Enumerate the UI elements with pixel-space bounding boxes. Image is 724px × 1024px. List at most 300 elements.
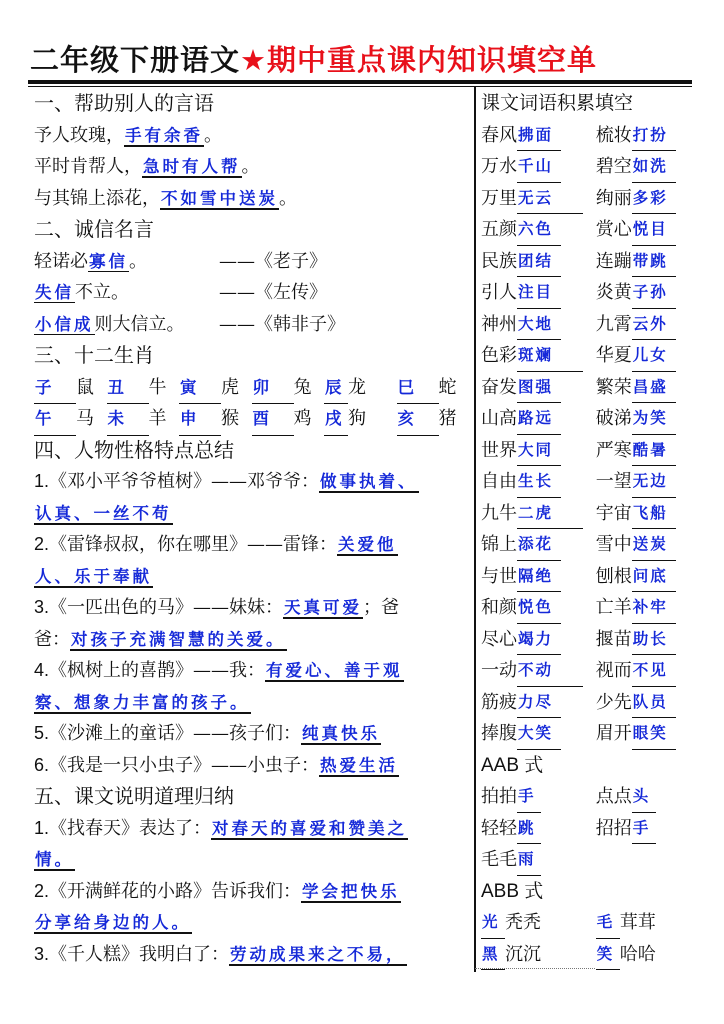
word-stem: 华夏 <box>595 345 632 366</box>
word-pair <box>596 907 701 939</box>
answer-blank: 悦色 <box>517 592 561 624</box>
punctuation: 。 <box>279 187 297 209</box>
vocab-row <box>481 529 701 561</box>
vocab-row <box>481 624 701 656</box>
answer-blank: 隔绝 <box>517 561 561 593</box>
word-pair <box>596 655 701 687</box>
word-pair <box>481 183 596 215</box>
zodiac-animal: 猴 <box>221 408 239 429</box>
character-item-3 <box>34 592 470 624</box>
word-stem: 一望 <box>595 471 632 492</box>
vocab-row <box>481 214 701 246</box>
character-item-4 <box>34 655 470 687</box>
answer-blank: 生长 <box>517 466 561 498</box>
vocab-row <box>481 435 701 467</box>
word-pair <box>481 151 596 183</box>
item-number: 5. <box>34 723 50 743</box>
abb-row <box>481 907 701 939</box>
answer-blank: 子孙 <box>632 277 676 309</box>
word-pair <box>481 529 596 561</box>
sentence-line <box>34 151 470 183</box>
character-item-2-cont <box>34 561 470 593</box>
vocab-row <box>481 498 701 530</box>
answer-blank: 手 <box>632 813 656 845</box>
aab-row <box>481 813 701 845</box>
answer-blank: 天真可爱 <box>284 598 363 617</box>
item-number: 6. <box>34 754 50 775</box>
right-column <box>481 88 701 970</box>
character-item-3-cont <box>34 624 470 656</box>
zodiac-animal: 鸡 <box>293 408 312 429</box>
answer-blank: 申 <box>179 403 221 436</box>
quote-tail: 。 <box>129 250 147 272</box>
word-pair <box>596 529 701 561</box>
word-pair <box>596 309 701 341</box>
answer-blank: 斑斓 <box>517 340 583 372</box>
zodiac-cell <box>107 403 180 435</box>
character-item-4-cont <box>34 687 470 719</box>
answer-blank: 急时有人帮 <box>143 157 241 176</box>
word-pair <box>596 183 701 215</box>
word-pair <box>481 561 596 593</box>
prompt-text: 《雷锋叔叔，你在哪里》——雷锋： <box>49 534 338 555</box>
abb-row <box>481 939 701 971</box>
zodiac-cell <box>397 372 470 404</box>
word-stem: 眉开 <box>595 723 632 744</box>
lesson-item-1-cont <box>34 844 470 876</box>
word-stem: 春风 <box>481 124 517 146</box>
zodiac-cell <box>397 403 470 435</box>
answer-blank: 寡信 <box>89 251 128 271</box>
item-number: 3. <box>34 597 50 617</box>
answer-blank: 力尽 <box>517 687 561 719</box>
page-title <box>30 40 700 80</box>
zodiac-animal: 猪 <box>438 408 457 429</box>
section-heading-2: 二、诚信名言 <box>34 217 154 241</box>
word-pair <box>596 120 701 152</box>
answer-blank: 千山 <box>517 151 561 183</box>
word-pair <box>596 372 701 404</box>
zodiac-animal: 龙 <box>348 376 366 398</box>
word-stem: 五颜 <box>481 219 517 240</box>
answer-blank: 未 <box>107 403 149 436</box>
prompt-text: 《沙滩上的童话》——孩子们： <box>49 723 302 744</box>
lesson-item-2 <box>34 876 470 908</box>
answer-blank: 人、乐于奉献 <box>35 566 152 586</box>
answer-blank: 丑 <box>107 372 149 405</box>
word-pair <box>596 277 701 309</box>
word-pair <box>596 624 701 656</box>
quote-line <box>34 309 470 341</box>
zodiac-animal: 鼠 <box>76 376 94 398</box>
answer-blank: 情。 <box>35 850 74 869</box>
word-pair <box>481 781 596 813</box>
vocab-row <box>481 151 701 183</box>
word-pair <box>481 907 596 939</box>
section-heading-1: 一、帮助别人的言语 <box>34 91 214 115</box>
word-pair <box>596 687 701 719</box>
lesson-item-2-cont <box>34 907 470 939</box>
answer-blank: 酷暑 <box>632 435 676 467</box>
word-stem: 连蹦 <box>595 250 632 272</box>
zodiac-animal: 蛇 <box>438 376 457 398</box>
quote-line <box>34 246 470 278</box>
answer-blank: 手 <box>517 781 541 813</box>
word-stem: 亡羊 <box>595 597 632 618</box>
zodiac-animal: 马 <box>76 408 94 429</box>
answer-blank: 卯 <box>252 372 294 405</box>
word-pair <box>481 246 596 278</box>
zodiac-cell <box>252 372 325 404</box>
word-stem: 世界 <box>481 439 517 461</box>
answer-blank: 大地 <box>517 309 561 341</box>
vocab-row <box>481 466 701 498</box>
word-stem: 赏心 <box>595 219 632 240</box>
zodiac-cell <box>324 372 397 404</box>
section-heading-5: 五、课文说明道理归纳 <box>34 784 234 808</box>
word-pair <box>596 781 701 813</box>
character-item-2 <box>34 529 470 561</box>
word-stem: 万水 <box>481 156 517 177</box>
punctuation: 。 <box>204 124 222 146</box>
word-stem: 九霄 <box>595 313 632 335</box>
word-pair <box>596 151 701 183</box>
answer-blank: 云外 <box>632 309 676 341</box>
word-stem: 招招 <box>595 817 632 839</box>
quote-tail: 则大信立。 <box>94 313 185 335</box>
answer-blank: 二虎 <box>517 498 583 530</box>
word-stem: 色彩 <box>481 345 517 366</box>
quote-source: ——《韩非子》 <box>219 313 345 335</box>
word-stem: 筋疲 <box>481 691 517 713</box>
answer-blank: 对春天的喜爱和赞美之 <box>212 818 408 838</box>
word-stem: 刨根 <box>595 565 632 587</box>
word-stem: 少先 <box>595 691 632 713</box>
answer-blank: 问底 <box>632 561 676 593</box>
vocab-row <box>481 309 701 341</box>
word-pair <box>596 435 701 467</box>
word-stem: 繁荣 <box>595 376 632 398</box>
answer-blank: 不如雪中送炭 <box>161 188 278 208</box>
answer-blank: 团结 <box>517 246 561 278</box>
answer-blank: 儿女 <box>632 340 676 372</box>
word-stem: 山高 <box>481 408 517 429</box>
sentence-line <box>34 183 470 215</box>
word-pair <box>596 718 701 750</box>
vocab-row <box>481 561 701 593</box>
answer-blank: 寅 <box>179 372 221 405</box>
answer-blank: 路远 <box>517 403 561 435</box>
prompt-text: 爸： <box>34 628 70 650</box>
answer-blank: 如洗 <box>632 151 676 183</box>
zodiac-animal: 牛 <box>148 376 167 398</box>
word-stem: 引人 <box>481 282 517 303</box>
word-stem: 哈哈 <box>619 943 656 965</box>
vocab-row <box>481 655 701 687</box>
answer-blank: 无边 <box>632 466 676 498</box>
word-pair <box>481 655 596 687</box>
word-stem: 轻轻 <box>481 817 517 839</box>
section-heading-3: 三、十二生肖 <box>34 343 154 367</box>
answer-blank: 察、想象力丰富的孩子。 <box>35 692 250 712</box>
word-pair <box>481 309 596 341</box>
zodiac-row-2 <box>34 403 470 435</box>
answer-blank: 队员 <box>632 687 676 719</box>
item-number: 2. <box>34 534 50 554</box>
prompt-text: 《邓小平爷爷植树》——邓爷爷： <box>49 471 320 492</box>
vocab-row <box>481 277 701 309</box>
answer-blank: 纯真快乐 <box>302 724 381 743</box>
word-pair <box>481 340 596 372</box>
answer-blank: 笑 <box>596 939 620 971</box>
word-pair <box>481 120 596 152</box>
word-pair <box>481 435 596 467</box>
answer-blank: 子 <box>34 372 76 405</box>
title-rule-thin <box>28 86 692 87</box>
character-item-1-cont <box>34 498 470 530</box>
word-stem: 神州 <box>481 313 517 335</box>
quote-tail: 不立。 <box>75 282 129 303</box>
word-stem: 九牛 <box>481 502 517 524</box>
answer-blank: 六色 <box>517 214 561 246</box>
answer-blank: 劳动成果来之不易， <box>230 944 406 964</box>
left-column <box>34 88 470 970</box>
word-stem: 尽心 <box>481 628 517 650</box>
vocab-row <box>481 687 701 719</box>
vocab-row <box>481 403 701 435</box>
answer-blank: 关爱他 <box>338 535 397 554</box>
vocab-row <box>481 372 701 404</box>
word-stem: 自由 <box>481 471 517 492</box>
answer-blank: 分享给身边的人。 <box>35 913 191 932</box>
answer-blank: 巳 <box>397 372 439 405</box>
answer-blank: 小信成 <box>35 314 94 334</box>
word-pair <box>481 844 601 876</box>
word-stem: 万里 <box>481 187 517 209</box>
answer-blank: 毛 <box>596 907 620 939</box>
word-pair <box>596 592 701 624</box>
answer-blank: 光 <box>481 907 505 939</box>
word-stem: 严寒 <box>595 439 632 461</box>
lesson-item-1 <box>34 813 470 845</box>
answer-blank: 飞船 <box>632 498 676 530</box>
vocab-pairs <box>481 120 701 750</box>
word-pair <box>481 813 596 845</box>
word-stem: 与世 <box>481 565 517 587</box>
answer-blank: 失信 <box>35 283 74 302</box>
word-pair <box>481 687 596 719</box>
aab-row <box>481 781 701 813</box>
answer-blank: 大同 <box>517 435 561 467</box>
zodiac-animal: 兔 <box>293 376 312 398</box>
word-pair <box>481 372 596 404</box>
answer-blank: 学会把快乐 <box>302 881 400 901</box>
word-stem: 点点 <box>595 786 632 807</box>
answer-blank: 对孩子充满智慧的关爱。 <box>71 629 286 649</box>
answer-blank: 不见 <box>632 655 676 687</box>
word-stem: 碧空 <box>595 156 632 177</box>
answer-blank: 助长 <box>632 624 676 656</box>
word-stem: 炎黄 <box>595 282 632 303</box>
word-pair <box>596 466 701 498</box>
item-number: 4. <box>34 660 50 680</box>
sentence-line <box>34 120 470 152</box>
zodiac-animal: 狗 <box>348 408 366 429</box>
answer-blank: 热爱生活 <box>320 755 399 775</box>
prompt-text: ；爸 <box>363 597 400 618</box>
answer-blank: 注目 <box>517 277 561 309</box>
word-pair <box>481 939 596 971</box>
word-stem: 宇宙 <box>595 502 632 524</box>
word-stem: 和颜 <box>481 597 517 618</box>
zodiac-cell <box>252 403 325 435</box>
word-stem: 一动 <box>481 660 517 681</box>
answer-blank: 多彩 <box>632 183 676 215</box>
word-pair <box>481 592 596 624</box>
word-pair <box>596 340 701 372</box>
word-pair <box>596 498 701 530</box>
punctuation: 。 <box>241 156 260 177</box>
word-stem: 绚丽 <box>595 187 632 209</box>
answer-blank: 有爱心、善于观 <box>266 661 403 680</box>
zodiac-cell <box>107 372 180 404</box>
zodiac-row-1 <box>34 372 470 404</box>
answer-blank: 亥 <box>397 403 439 436</box>
word-pair <box>481 214 596 246</box>
answer-blank: 昌盛 <box>632 372 676 404</box>
abb-heading: ABB 式 <box>481 880 544 902</box>
title-rule-thick <box>28 80 692 84</box>
zodiac-cell <box>179 372 252 404</box>
word-pair <box>596 813 701 845</box>
word-pair <box>596 246 701 278</box>
item-number: 2. <box>34 880 50 901</box>
word-pair <box>481 624 596 656</box>
answer-blank: 认真、一丝不苟 <box>35 503 172 523</box>
prompt-text: 《枫树上的喜鹊》——我： <box>49 660 266 681</box>
answer-blank: 打扮 <box>632 120 676 152</box>
answer-blank: 跳 <box>517 813 541 845</box>
answer-blank: 辰 <box>324 372 348 405</box>
answer-blank: 带跳 <box>632 246 676 278</box>
word-pair <box>596 403 701 435</box>
word-pair <box>481 498 596 530</box>
word-stem: 破涕 <box>595 408 632 429</box>
word-stem: 拍拍 <box>481 786 517 807</box>
vocab-row <box>481 340 701 372</box>
answer-blank: 做事执着、 <box>320 472 418 491</box>
prompt-text: 轻诺必 <box>34 250 88 272</box>
answer-blank: 雨 <box>517 844 541 876</box>
answer-blank: 悦目 <box>632 214 676 246</box>
word-stem: 秃秃 <box>505 912 541 933</box>
word-stem: 捧腹 <box>481 723 517 744</box>
zodiac-cell <box>34 403 107 435</box>
word-stem: 锦上 <box>481 534 517 555</box>
answer-blank: 大笑 <box>517 718 561 750</box>
item-number: 1. <box>34 817 50 838</box>
answer-blank: 头 <box>632 781 656 813</box>
prompt-text: 《开满鲜花的小路》告诉我们： <box>49 880 302 902</box>
prompt-text: 予人玫瑰， <box>34 124 124 146</box>
quote-source: ——《左传》 <box>219 282 327 303</box>
prompt-text: 《千人糕》我明白了： <box>49 943 230 965</box>
word-stem: 沉沉 <box>505 943 541 965</box>
prompt-text: 《找春天》表达了： <box>49 817 212 839</box>
answer-blank: 不动 <box>517 655 583 687</box>
answer-blank: 送炭 <box>632 529 676 561</box>
zodiac-animal: 羊 <box>148 408 167 429</box>
quote-line <box>34 277 470 309</box>
section-heading-4: 四、人物性格特点总结 <box>34 437 234 462</box>
word-pair <box>596 561 701 593</box>
word-stem: 民族 <box>481 250 517 272</box>
item-number: 1. <box>34 471 50 491</box>
word-pair <box>481 277 596 309</box>
answer-blank: 图强 <box>517 372 561 404</box>
word-stem: 梳妆 <box>595 124 632 146</box>
answer-blank: 午 <box>34 403 76 436</box>
word-pair <box>481 718 596 750</box>
word-pair <box>596 939 701 971</box>
answer-blank: 酉 <box>252 403 294 436</box>
quote-source: ——《老子》 <box>219 250 327 272</box>
vocab-heading: 课文词语积累填空 <box>481 92 634 114</box>
vocab-row <box>481 183 701 215</box>
answer-blank: 无云 <box>517 183 583 215</box>
aab-heading: AAB 式 <box>481 754 544 776</box>
vocab-row <box>481 592 701 624</box>
column-divider <box>474 87 476 972</box>
answer-blank: 拂面 <box>517 120 561 152</box>
answer-blank: 为笑 <box>632 403 676 435</box>
word-stem: 茸茸 <box>619 912 656 933</box>
lesson-item-3 <box>34 939 470 971</box>
word-stem: 奋发 <box>481 376 517 398</box>
answer-blank: 眼笑 <box>632 718 676 750</box>
prompt-text: 与其锦上添花， <box>34 187 160 209</box>
zodiac-cell <box>34 372 107 404</box>
answer-blank: 手有余香 <box>125 125 203 145</box>
character-item-1 <box>34 466 470 498</box>
aab-row <box>481 844 701 876</box>
title-main: 二年级下册语文 <box>30 43 241 77</box>
word-stem: 雪中 <box>595 534 632 555</box>
vocab-row <box>481 120 701 152</box>
prompt-text: 《我是一只小虫子》——小虫子： <box>49 754 320 776</box>
answer-blank: 补牢 <box>632 592 676 624</box>
answer-blank: 黑 <box>481 939 505 971</box>
zodiac-cell <box>179 403 252 435</box>
character-item-6 <box>34 750 470 782</box>
word-stem: 毛毛 <box>481 849 517 870</box>
word-pair <box>481 403 596 435</box>
character-item-5 <box>34 718 470 750</box>
vocab-row <box>481 718 701 750</box>
vocab-row <box>481 246 701 278</box>
word-stem: 揠苗 <box>595 628 632 650</box>
answer-blank: 竭力 <box>517 624 561 656</box>
answer-blank: 戌 <box>324 403 348 436</box>
zodiac-cell <box>324 403 397 435</box>
answer-blank: 添花 <box>517 529 561 561</box>
item-number: 3. <box>34 943 50 964</box>
prompt-text: 平时肯帮人， <box>34 156 142 177</box>
word-pair <box>596 214 701 246</box>
zodiac-animal: 虎 <box>221 376 239 398</box>
title-highlight: ★期中重点课内知识填空单 <box>240 43 598 77</box>
prompt-text: 《一匹出色的马》——妹妹： <box>49 597 284 618</box>
